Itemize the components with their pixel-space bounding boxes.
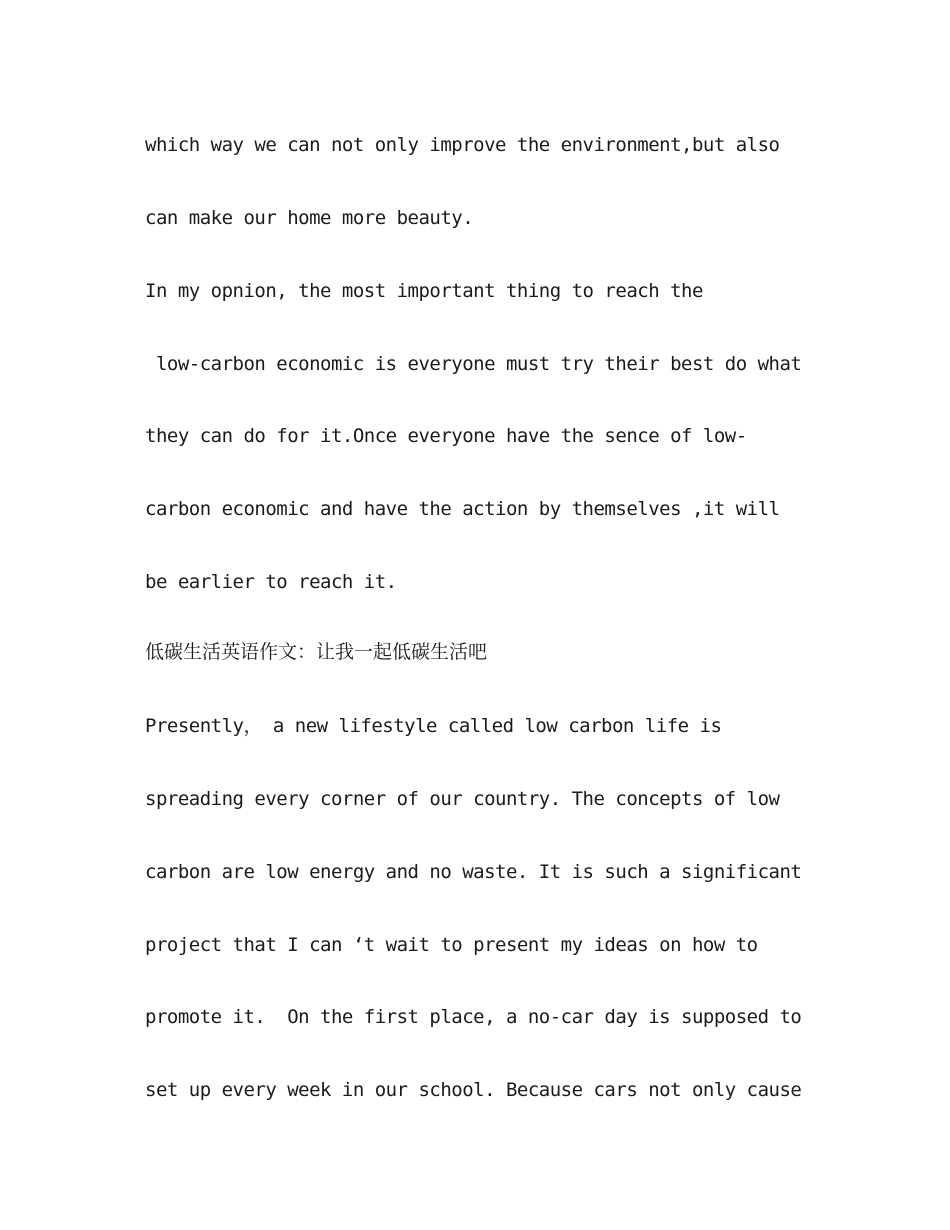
text-line: low-carbon economic is everyone must try their best do what	[145, 353, 802, 375]
text-line: In my opnion, the most important thing to reach the	[145, 280, 703, 302]
text-line: can make our home more beauty.	[145, 207, 474, 229]
text-line: they can do for it.Once everyone have the sence of low-	[145, 425, 747, 447]
text-line: project that I can ‘t wait to present my ideas on how to	[145, 934, 758, 956]
text-line: promote it. On the first place, a no-car day is supposed to	[145, 1006, 802, 1028]
text-line: carbon are low energy and no waste. It is such a significant	[145, 861, 802, 883]
text-line: carbon economic and have the action by themselves ,it will	[145, 498, 780, 520]
text-line: which way we can not only improve the environment,but also	[145, 134, 780, 156]
text-line: spreading every corner of our country. The concepts of low	[145, 788, 780, 810]
text-line: Presently， a new lifestyle called low carbon life is	[145, 715, 722, 737]
section-heading: 低碳生活英语作文：让我一起低碳生活吧	[145, 641, 488, 663]
text-line: be earlier to reach it.	[145, 571, 397, 593]
text-line: set up every week in our school. Because cars not only cause	[145, 1079, 802, 1101]
